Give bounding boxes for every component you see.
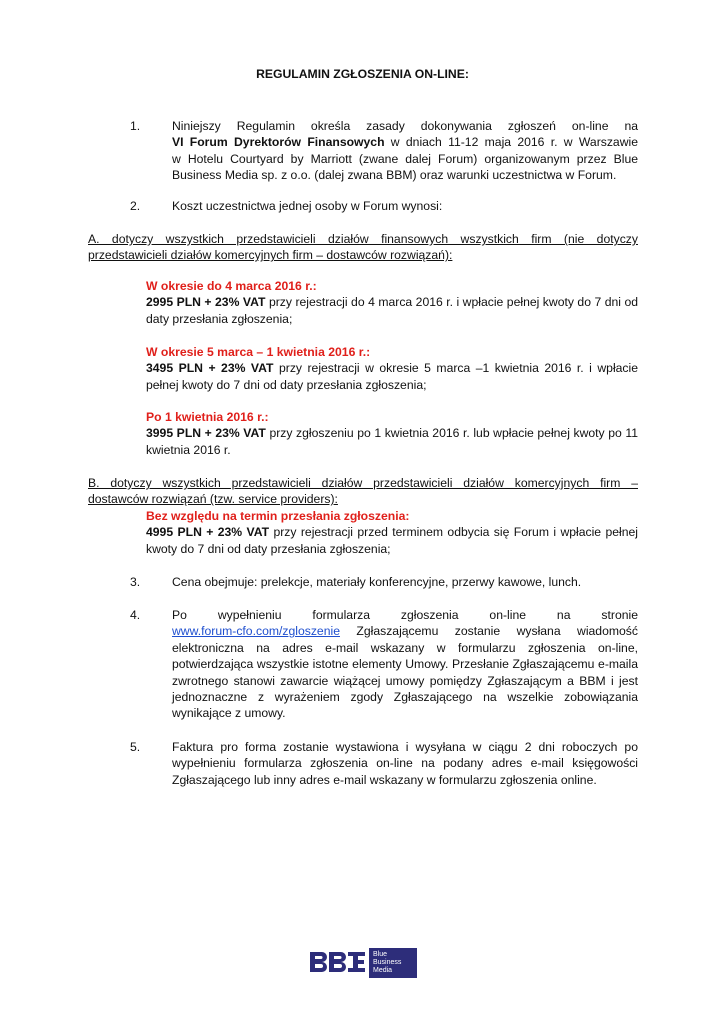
item-4-line-2-rest: Zgłaszającemu zostanie wysłana wiadomość xyxy=(339,624,638,639)
item-5-line-1: Faktura pro forma zostanie wystawiona i wysyłana w ciągu 2 dni roboczych po xyxy=(172,740,638,754)
service-providers-line-1 xyxy=(146,524,638,540)
logo-line-1: Blue xyxy=(373,951,388,958)
section-b-line-1: B. dotyczy wszystkich przedstawicieli działów przedstawicieli działów komercyjnych firm – xyxy=(88,476,638,490)
document-title: REGULAMIN ZGŁOSZENIA ON-LINE: xyxy=(256,67,469,81)
item-5-line-2: wypełnieniu formularza zgłoszenia on-line na podany adres e-mail księgowości xyxy=(172,756,638,771)
price-period-1-heading: W okresie do 4 marca 2016 r.: xyxy=(146,279,317,293)
item-1-text xyxy=(172,118,638,184)
section-a-heading xyxy=(88,231,638,264)
item-1-line-3: w Hotelu Courtyard by Marriott (zwane dalej Forum) organizowanym przez Blue xyxy=(172,151,638,166)
section-a-line-1: A. dotyczy wszystkich przedstawicieli działów finansowych wszystkich firm (nie dotyczy xyxy=(88,232,638,246)
item-4-line-1: Po wypełnieniu formularza zgłoszenia on-line na stronie xyxy=(172,608,638,622)
price-period-2 xyxy=(146,344,638,393)
service-providers-line-2: kwoty do 7 dni od daty przesłania zgłoszenia; xyxy=(146,541,391,556)
price-period-1-rest: przy rejestracji do 4 marca 2016 r. i wpłacie pełnej kwoty do 7 dni od xyxy=(265,295,639,310)
price-period-2-line-2: pełnej kwoty do 7 dni od daty przesłania zgłoszenia; xyxy=(146,377,427,392)
logo-wordmark xyxy=(373,951,401,975)
item-3-text: Cena obejmuje: prelekcje, materiały konferencyjne, przerwy kawowe, lunch. xyxy=(172,575,582,589)
price-period-2-heading: W okresie 5 marca – 1 kwietnia 2016 r.: xyxy=(146,345,371,359)
price-period-3-heading: Po 1 kwietnia 2016 r.: xyxy=(146,410,269,424)
item-4-line-4: potwierdzająca wszystkie istotne elementy Umowy. Przesłanie Zgłaszającemu e-maila xyxy=(172,657,638,672)
item-2-text: Koszt uczestnictwa jednej osoby w Forum wynosi: xyxy=(172,199,443,213)
item-4-line-6: jednoznaczne z wyrażeniem zgody Zgłaszającego na wszelkie zobowiązania xyxy=(172,690,638,705)
price-period-3 xyxy=(146,409,638,458)
price-period-3-rest: przy zgłoszeniu po 1 kwietnia 2016 r. lub wpłacie pełnej kwoty po 11 xyxy=(265,426,639,441)
logo-line-2: Business xyxy=(373,959,402,966)
price-period-3-amount: 3995 PLN + 23% VAT xyxy=(146,426,266,441)
bbm-logo-icon xyxy=(307,948,369,978)
item-1-line-2-rest: w dniach 11-12 maja 2016 r. w Warszawie xyxy=(384,135,639,150)
item-4-line-5: zwrotnego stanowi zawarcie wiążącej umowy pomiędzy Zgłaszającym a BBM i jest xyxy=(172,673,638,688)
item-5-text xyxy=(172,739,638,788)
section-b-heading xyxy=(88,475,638,508)
blue-business-media-logo xyxy=(307,948,417,978)
price-period-2-rest: przy rejestracji w okresie 5 marca –1 kwietnia 2016 r. i wpłacie xyxy=(273,361,639,376)
item-1-line-1: Niniejszy Regulamin określa zasady dokonywania zgłoszeń on-line na xyxy=(172,119,638,133)
item-5-number: 5. xyxy=(130,740,141,754)
item-1-line-4: Business Media sp. z o.o. (dalej zwana BBM) oraz warunki uczestnictwa w Forum. xyxy=(172,168,617,183)
item-4-line-3: elektroniczna na adres e-mail wskazany w formularzu zgłoszenia on-line, xyxy=(172,640,638,655)
item-4-text xyxy=(172,607,638,722)
service-providers-heading: Bez względu na termin przesłania zgłoszenia: xyxy=(146,509,410,523)
item-4-line-7: wynikające z umowy. xyxy=(172,706,286,721)
price-period-1-line-2: daty przesłania zgłoszenia; xyxy=(146,311,293,326)
forum-name: VI Forum Dyrektorów Finansowych xyxy=(172,135,385,150)
item-5-line-3: Zgłaszającego lub inny adres e-mail wskazany w formularzu zgłoszenia online. xyxy=(172,772,597,787)
price-service-providers xyxy=(146,508,638,557)
item-2-number: 2. xyxy=(130,199,141,213)
section-a-line-2: przedstawicieli działów komercyjnych firm – dostawców rozwiązań): xyxy=(88,248,453,263)
item-4-number: 4. xyxy=(130,608,141,622)
item-1-number: 1. xyxy=(130,119,141,133)
price-period-3-line-1 xyxy=(146,425,638,441)
price-period-2-amount: 3495 PLN + 23% VAT xyxy=(146,361,274,376)
item-1-line-2 xyxy=(172,134,638,150)
price-period-1-amount: 2995 PLN + 23% VAT xyxy=(146,295,266,310)
logo-line-3: Media xyxy=(373,967,393,974)
section-b-line-2: dostawców rozwiązań (tzw. service providers): xyxy=(88,492,338,507)
service-providers-amount: 4995 PLN + 23% VAT xyxy=(146,525,270,540)
price-period-3-line-2: kwietnia 2016 r. xyxy=(146,442,231,457)
registration-link[interactable]: www.forum-cfo.com/zgloszenie xyxy=(172,624,340,639)
price-period-1 xyxy=(146,278,638,327)
item-3-number: 3. xyxy=(130,575,141,589)
price-period-2-line-1 xyxy=(146,360,638,376)
item-4-line-2 xyxy=(172,623,638,639)
service-providers-rest: przy rejestracji przed terminem odbycia się Forum i wpłacie pełnej xyxy=(269,525,638,540)
price-period-1-line-1 xyxy=(146,294,638,310)
